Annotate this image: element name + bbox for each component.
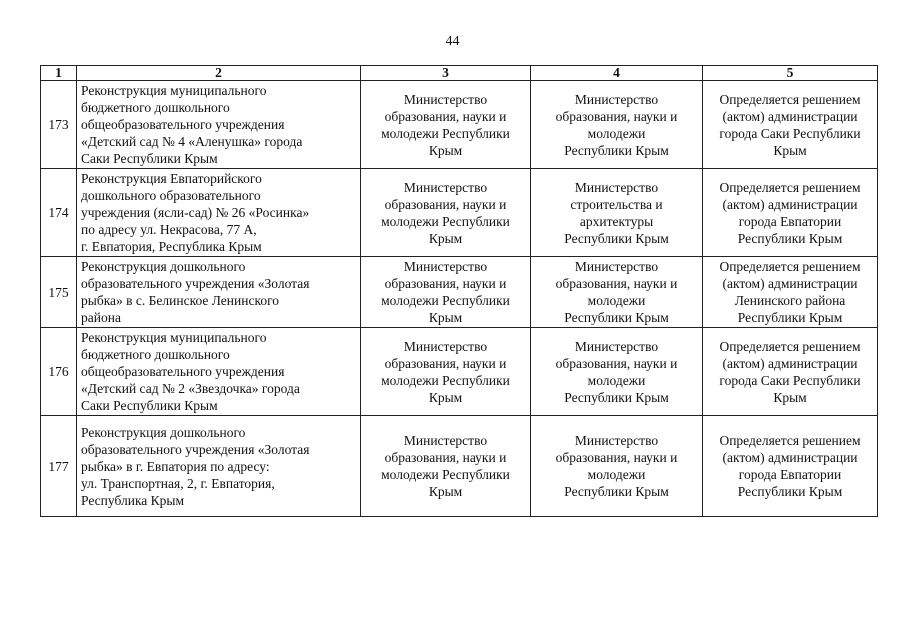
decision-cell (703, 81, 878, 169)
ministry-line: Республики Крым (564, 142, 669, 158)
object-name-cell (77, 257, 361, 328)
client-line: образования, науки и (384, 355, 507, 371)
ministry-cell (531, 416, 703, 517)
decision-line: Крым (773, 142, 807, 158)
row-number: 176 (41, 328, 77, 416)
decision-line: Республики Крым (737, 310, 843, 325)
decision-cell (703, 257, 878, 328)
row-number: 175 (41, 257, 77, 328)
table-row (41, 81, 878, 169)
client-line: Крым (428, 310, 463, 325)
decision-line: Крым (773, 389, 807, 405)
decision-line: (актом) администрации (722, 450, 858, 465)
object-name-line: бюджетного дошкольного (81, 100, 230, 115)
object-name-line: «Детский сад № 2 «Звездочка» города (81, 381, 300, 396)
client-line: молодежи Республики (381, 467, 510, 482)
client-line: Министерство (403, 433, 488, 448)
decision-line: Определяется решением (719, 179, 861, 195)
object-name-line: района (81, 310, 121, 325)
ministry-cell (531, 169, 703, 257)
decision-line: (актом) администрации (722, 355, 858, 371)
ministry-line: образования, науки и (555, 450, 678, 465)
client-line: Крым (428, 389, 463, 405)
row-number: 173 (41, 81, 77, 169)
ministry-line: образования, науки и (555, 355, 678, 371)
decision-line: города Евпатории (738, 467, 842, 482)
object-name-line: Саки Республики Крым (81, 151, 218, 166)
column-header-4: 4 (531, 66, 703, 81)
client-line: образования, науки и (384, 196, 507, 212)
ministry-line: образования, науки и (555, 276, 678, 291)
object-name-line: Реконструкция дошкольного (81, 259, 246, 274)
client-line: Министерство (403, 338, 488, 354)
client-line: молодежи Республики (381, 293, 510, 308)
ministry-line: образования, науки и (555, 108, 678, 124)
client-cell (361, 257, 531, 328)
ministry-line: архитектуры (579, 213, 654, 229)
table-row (41, 416, 878, 517)
decision-line: Республики Крым (737, 484, 843, 499)
object-name-line: Саки Республики Крым (81, 398, 218, 413)
decision-line: Ленинского района (734, 293, 846, 308)
column-header-5: 5 (703, 66, 878, 81)
decision-line: Республики Крым (737, 230, 843, 246)
decision-cell (703, 169, 878, 257)
object-name-line: дошкольного образовательного (81, 188, 261, 203)
client-cell (361, 328, 531, 416)
client-cell (361, 169, 531, 257)
client-cell (361, 81, 531, 169)
table-row (41, 328, 878, 416)
client-line: образования, науки и (384, 450, 507, 465)
object-name-line: общеобразовательного учреждения (81, 364, 285, 379)
decision-line: (актом) администрации (722, 108, 858, 124)
column-header-3: 3 (361, 66, 531, 81)
ministry-line: молодежи (587, 467, 646, 482)
object-name-cell (77, 169, 361, 257)
client-cell (361, 416, 531, 517)
decision-line: Определяется решением (719, 338, 861, 354)
client-line: Министерство (403, 179, 488, 195)
column-header-2: 2 (77, 66, 361, 81)
ministry-line: Республики Крым (564, 230, 669, 246)
ministry-line: молодежи (587, 372, 646, 388)
object-name-line: учреждения (ясли-сад) № 26 «Росинка» (81, 205, 310, 220)
object-name-line: образовательного учреждения «Золотая (81, 441, 310, 457)
decision-line: (актом) администрации (722, 196, 858, 212)
client-line: Крым (428, 230, 463, 246)
object-name-line: Реконструкция дошкольного (81, 424, 246, 440)
ministry-line: молодежи (587, 293, 646, 308)
decision-line: города Евпатории (738, 213, 842, 229)
client-line: образования, науки и (384, 108, 507, 124)
client-line: Крым (428, 484, 463, 499)
object-name-line: рыбка» в с. Белинское Ленинского (81, 293, 280, 308)
ministry-cell (531, 257, 703, 328)
object-name-line: рыбка» в г. Евпатория по адресу: (81, 458, 270, 474)
column-header-1: 1 (41, 66, 77, 81)
object-name-line: Реконструкция Евпаторийского (81, 171, 262, 186)
table-header-row (41, 66, 878, 81)
client-line: образования, науки и (384, 276, 507, 291)
table-row (41, 257, 878, 328)
object-name-line: по адресу ул. Некрасова, 77 А, (81, 222, 257, 237)
decision-line: города Саки Республики (719, 372, 861, 388)
ministry-line: строительства и (570, 196, 663, 212)
ministry-line: Министерство (574, 91, 659, 107)
ministry-line: Министерство (574, 433, 659, 448)
client-line: молодежи Республики (381, 372, 510, 388)
object-name-line: г. Евпатория, Республика Крым (81, 239, 262, 254)
ministry-line: Республики Крым (564, 389, 669, 405)
object-name-cell (77, 81, 361, 169)
decision-line: Определяется решением (719, 433, 861, 448)
client-line: Министерство (403, 91, 488, 107)
object-name-line: бюджетного дошкольного (81, 347, 230, 362)
decision-line: города Саки Республики (719, 125, 861, 141)
client-line: Крым (428, 142, 463, 158)
object-name-line: Республика Крым (81, 492, 185, 508)
object-name-line: общеобразовательного учреждения (81, 117, 285, 132)
ministry-line: Республики Крым (564, 310, 669, 325)
ministry-cell (531, 81, 703, 169)
row-number: 177 (41, 416, 77, 517)
object-name-line: Реконструкция муниципального (81, 330, 267, 345)
ministry-line: Министерство (574, 179, 659, 195)
decision-line: Определяется решением (719, 259, 861, 274)
decision-cell (703, 416, 878, 517)
page-number: 44 (445, 34, 460, 49)
decision-cell (703, 328, 878, 416)
ministry-line: Республики Крым (564, 484, 669, 499)
ministry-line: Министерство (574, 259, 659, 274)
row-number: 174 (41, 169, 77, 257)
client-line: молодежи Республики (381, 213, 510, 229)
client-line: Министерство (403, 259, 488, 274)
object-name-line: Реконструкция муниципального (81, 83, 267, 98)
document-table (40, 65, 878, 517)
object-name-line: образовательного учреждения «Золотая (81, 276, 310, 291)
object-name-line: «Детский сад № 4 «Аленушка» города (81, 134, 303, 149)
object-name-cell (77, 416, 361, 517)
client-line: молодежи Республики (381, 125, 510, 141)
object-name-line: ул. Транспортная, 2, г. Евпатория, (81, 475, 275, 491)
object-name-cell (77, 328, 361, 416)
ministry-line: молодежи (587, 125, 646, 141)
decision-line: Определяется решением (719, 91, 861, 107)
decision-line: (актом) администрации (722, 276, 858, 291)
ministry-line: Министерство (574, 338, 659, 354)
ministry-cell (531, 328, 703, 416)
table-row (41, 169, 878, 257)
